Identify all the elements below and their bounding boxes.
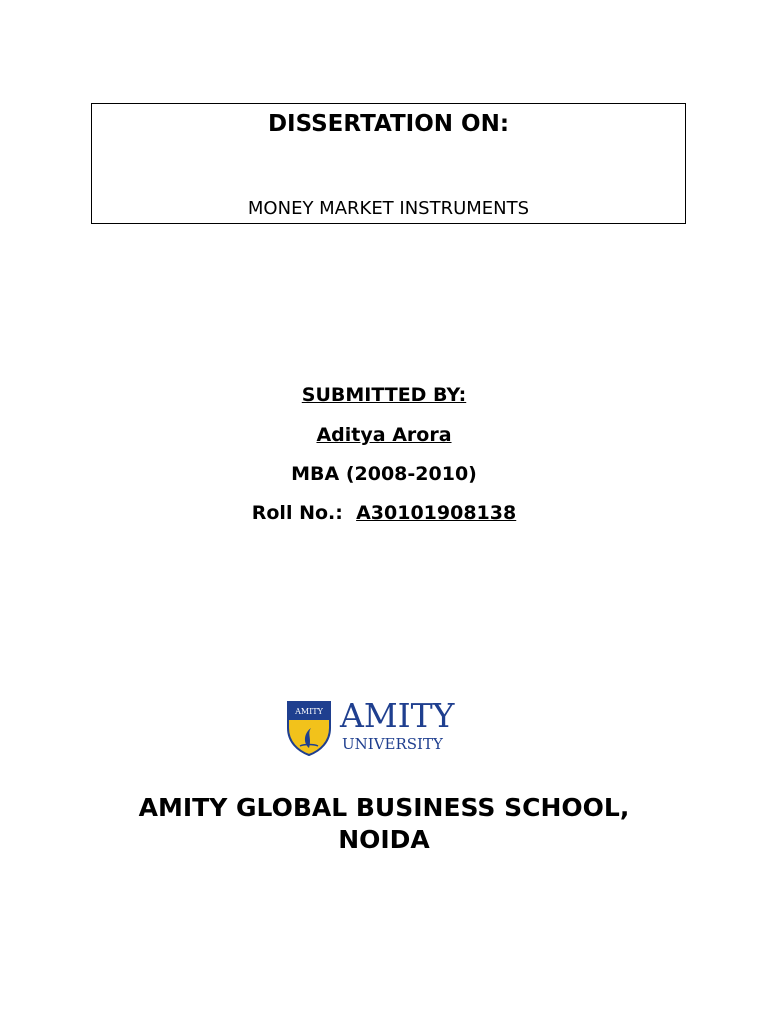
roll-number-line [0, 502, 768, 524]
logo-amity-text: AMITY [340, 696, 455, 735]
submitted-by-text: SUBMITTED BY: [301, 384, 467, 406]
amity-crest-icon [286, 700, 332, 756]
student-name [0, 424, 768, 446]
roll-label: Roll No.: [251, 502, 343, 524]
school-name-line1: AMITY GLOBAL BUSINESS SCHOOL, [138, 793, 630, 822]
crest-text: AMITY [295, 707, 323, 716]
program-line: MBA (2008-2010) [291, 463, 477, 485]
roll-number: A30101908138 [356, 502, 517, 524]
school-name [0, 792, 768, 856]
dissertation-heading: DISSERTATION ON: [267, 111, 510, 137]
dissertation-subject: MONEY MARKET INSTRUMENTS [247, 198, 530, 219]
school-name-line2: NOIDA [338, 825, 430, 854]
amity-university-logo [286, 696, 461, 756]
student-name-text: Aditya Arora [316, 424, 452, 446]
submitted-by-label [0, 384, 768, 406]
logo-university-text: UNIVERSITY [342, 735, 443, 753]
title-box [91, 103, 686, 224]
